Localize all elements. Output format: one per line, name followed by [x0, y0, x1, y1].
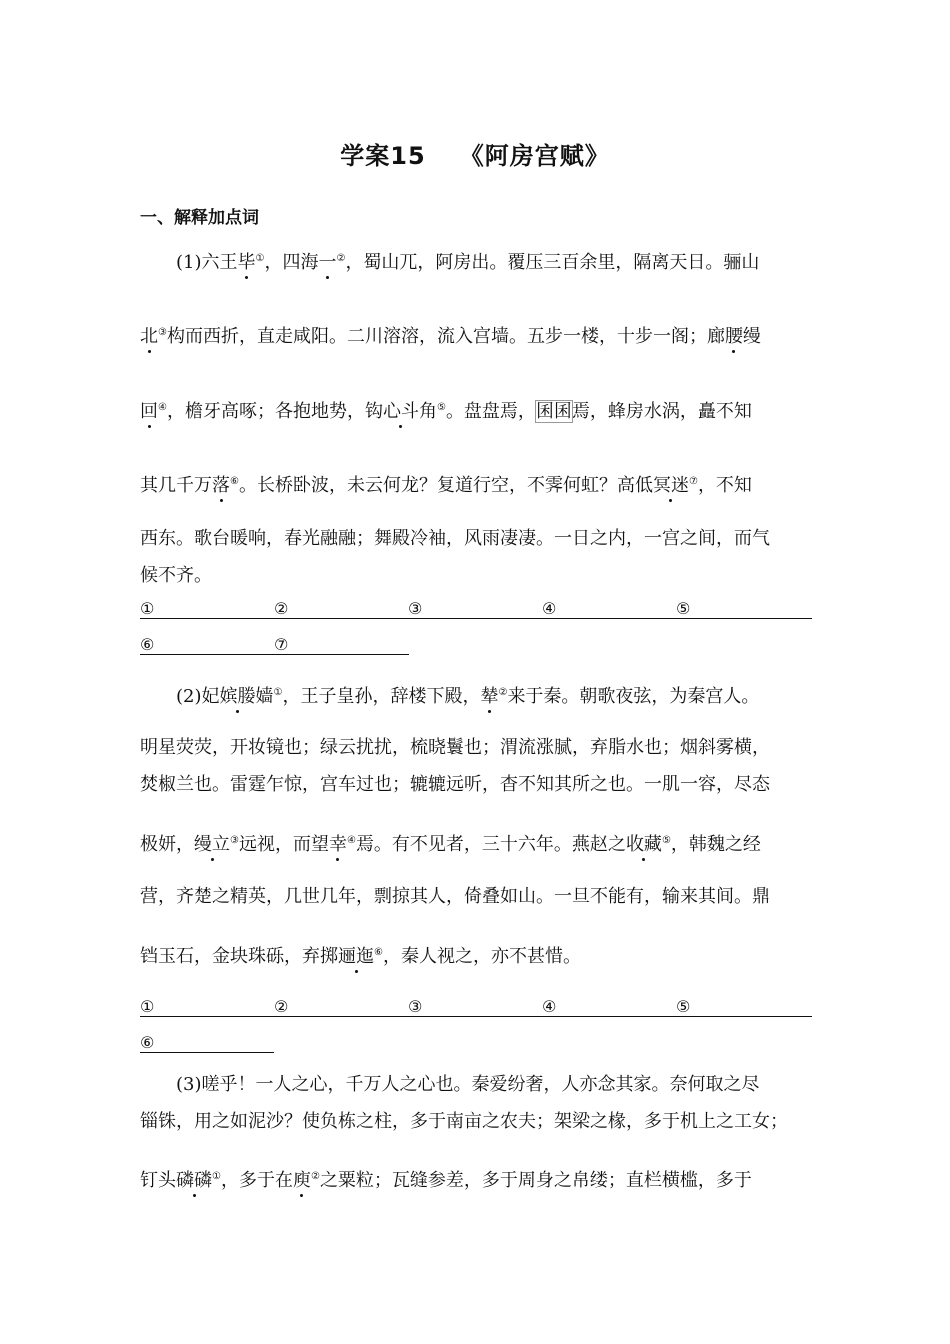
dotted-word: 北 [140, 326, 158, 347]
dotted-word: 钩心斗角 [364, 401, 437, 422]
text-run: 之粟粒；瓦缝参差，多于周身之帛缕；直栏横槛，多于 [319, 1170, 752, 1191]
dotted-word: 逦迤 [338, 946, 374, 967]
paragraph-2-line-3: 焚椒兰也。雷霆乍惊，宫车过也；辘辘远听，杳不知其所之也。一肌一容，尽态 [140, 774, 770, 795]
paragraph-2-line-5: 营，齐楚之精英，几世几年，剽掠其人，倚叠如山。一旦不能有，输来其间。鼎 [140, 886, 770, 907]
text-run: 构而西折，直走咸阳。二川溶溶，流入宫墙。五步一楼，十步一阁； [166, 326, 707, 347]
title-lesson-number: 学案15 [340, 142, 426, 170]
text-run: ，蜀山兀，阿房出。覆压三百余里，隔离天日。骊山 [345, 252, 760, 273]
text-run: 极妍， [140, 834, 194, 855]
footnote-marker: ④ [158, 402, 167, 413]
dotted-word: 一 [318, 252, 337, 273]
paragraph-1-line-6: 候不齐。 [140, 565, 212, 586]
footnote-marker: ① [273, 687, 283, 698]
dotted-word: 收藏 [625, 834, 662, 855]
blank-label: ① [140, 997, 155, 1016]
dotted-word: 庾 [292, 1170, 311, 1191]
dotted-word: 缦立 [194, 834, 230, 855]
title-essay-name: 《阿房宫赋》 [459, 142, 610, 170]
footnote-marker: ① [212, 1171, 221, 1182]
answer-blanks-row-4[interactable] [140, 1031, 812, 1053]
footnote-marker: ⑦ [688, 476, 698, 487]
dotted-word: 辇 [480, 686, 499, 707]
footnote-marker: ① [255, 253, 265, 264]
text-run: ，多于在 [220, 1170, 293, 1191]
paragraph-2-line-2: 明星荧荧，开妆镜也；绿云扰扰，梳晓鬟也；渭流涨腻，弃脂水也；烟斜雾横， [140, 737, 770, 758]
text-run: 铛玉石，金块珠砾，弃掷 [140, 946, 338, 967]
footnote-marker: ④ [346, 835, 356, 846]
paragraph-2-line-1 [176, 682, 812, 708]
text-run: ，不知 [697, 475, 752, 496]
text-run: 来于秦。朝歌夜弦，为秦宫人。 [507, 686, 760, 707]
footnote-marker: ⑥ [374, 947, 383, 958]
text-run: (2) [176, 686, 202, 707]
blank-label: ③ [408, 997, 423, 1016]
dotted-word: 幸 [328, 834, 347, 855]
paragraph-3-line-2: 锱铢，用之如泥沙？使负栋之柱，多于南亩之农夫；架梁之椽，多于机上之工女； [140, 1111, 788, 1132]
paragraph-2-line-6 [140, 942, 812, 968]
paragraph-1-line-2 [140, 322, 812, 348]
dotted-word: 回 [140, 401, 158, 422]
footnote-marker: ⑤ [661, 835, 671, 846]
footnote-marker: ⑤ [436, 402, 446, 413]
footnote-marker: ③ [158, 327, 167, 338]
text-run: ，韩魏之经 [670, 834, 761, 855]
page-title [0, 136, 950, 171]
dotted-word: 廊腰缦 [706, 326, 761, 347]
paragraph-1-line-4 [140, 471, 812, 497]
paragraph-1-line-5: 西东。歌台暖响，春光融融；舞殿冷袖，风雨凄凄。一日之内，一宫之间，而气 [140, 528, 770, 549]
footnote-marker: ③ [230, 835, 239, 846]
text-run: 。长桥卧波，未云何龙？复道行空，不霁何虹？高低 [238, 475, 653, 496]
dotted-word: 毕 [237, 252, 256, 273]
blank-label: ⑤ [676, 599, 691, 618]
section-heading: 一、解释加点词 [140, 208, 259, 228]
answer-blanks-row-1[interactable] [140, 597, 812, 619]
blank-label: ② [274, 599, 289, 618]
blank-label: ⑤ [676, 997, 691, 1016]
blank-label: ⑦ [274, 635, 289, 654]
text-run: ，四海 [264, 252, 319, 273]
blank-label: ④ [542, 599, 557, 618]
paragraph-1-line-3 [140, 397, 812, 423]
paragraph-1-line-1 [176, 248, 812, 274]
dotted-word: 落 [212, 475, 230, 496]
footnote-marker: ② [336, 253, 346, 264]
boxed-word: 囷囷 [535, 401, 572, 422]
text-run: 焉。有不见者，三十六年。燕赵之 [355, 834, 626, 855]
text-run: ，檐牙高啄；各抱地势， [166, 401, 365, 422]
footnote-marker: ② [498, 687, 508, 698]
blank-label: ⑥ [140, 635, 155, 654]
text-run: 远视，而望 [238, 834, 329, 855]
paragraph-3-line-3 [140, 1166, 812, 1192]
answer-blanks-row-2[interactable] [140, 633, 812, 655]
footnote-marker: ② [310, 1171, 320, 1182]
text-run: 其几千万 [140, 475, 212, 496]
paragraph-3-line-1: (3)嗟乎！一人之心，千万人之心也。秦爱纷奢，人亦念其家。奈何取之尽 [176, 1074, 760, 1095]
blank-label: ④ [542, 997, 557, 1016]
blank-label: ② [274, 997, 289, 1016]
text-run: 钉头 [140, 1170, 176, 1191]
text-run: 焉，蜂房水涡，矗不知 [571, 401, 752, 422]
text-run: ，秦人视之，亦不甚惜。 [382, 946, 581, 967]
blank-label: ⑥ [140, 1033, 155, 1052]
dotted-word: 磷磷 [176, 1170, 212, 1191]
blank-label: ③ [408, 599, 423, 618]
text-run: ，王子皇孙，辞楼下殿， [282, 686, 481, 707]
dotted-word: 妃嫔媵嫱 [201, 686, 274, 707]
paragraph-2-line-4 [140, 830, 812, 856]
text-run: 。盘盘焉， [445, 401, 536, 422]
text-run: (1)六王 [176, 252, 238, 273]
footnote-marker: ⑥ [230, 476, 239, 487]
answer-blanks-row-3[interactable] [140, 995, 812, 1017]
blank-label: ① [140, 599, 155, 618]
dotted-word: 冥迷 [652, 475, 689, 496]
